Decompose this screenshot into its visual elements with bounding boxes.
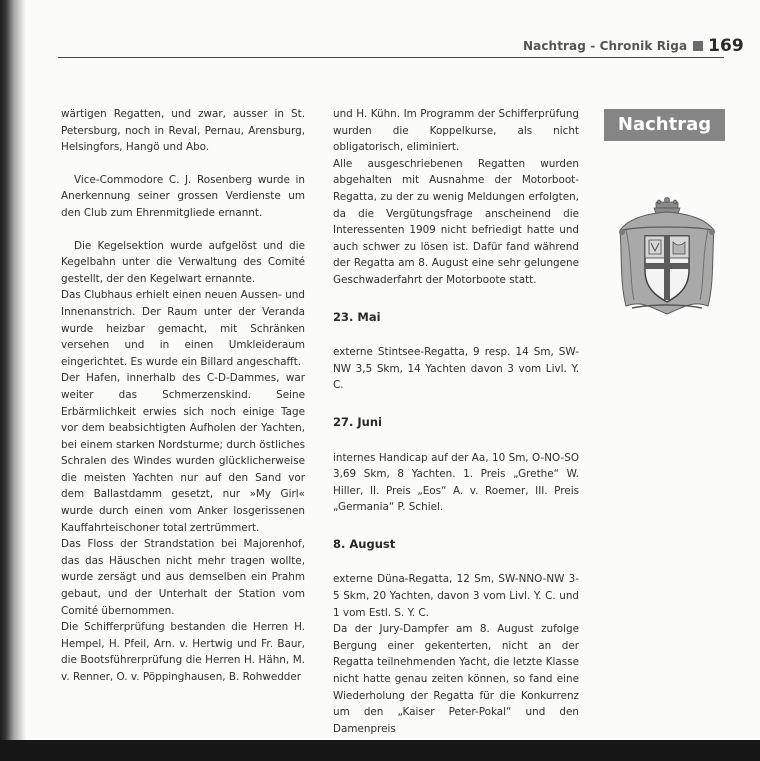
section-tag: Nachtrag: [604, 109, 725, 141]
paragraph: Die Kegelsektion wurde aufgelöst und die Kegelbahn unter die Verwaltung des Comité gestellt, der den Kegelwart ernannte.: [61, 239, 305, 285]
paragraph: externe Düna-Regatta, 12 Sm, SW-NNO-NW 3-5 Skm, 20 Yachten, davon 3 vom Livl. Y. C. und 1 vom Estl. S. Y. C.: [333, 573, 579, 619]
paragraph: wärtigen Regatten, und zwar, ausser in St. Petersburg, noch in Reval, Pernau, Arensburg, Helsingfors, Hangö und Abo.: [61, 108, 305, 154]
running-header: [523, 35, 744, 57]
paragraph: Die Schifferprüfung bestanden die Herren H. Hempel, H. Pfeil, Arn. v. Hertwig und Fr. Baur, die Bootsführerprüfung die Herren H. Hähn, M. v. Renner, O. v. Pöppinghausen, B. Rohwedder: [61, 621, 305, 683]
paragraph: Alle ausgeschriebenen Regatten wurden abgehalten mit Ausnahme der Motorboot-Regatta, zu der zu wenig Meldungen erfolgten, da die Vergütungsfrage anscheinend die Interessenten 1909 nicht befriedigt hatte und auch schwer zu lösen ist. Dafür fand während der Regatta am 8. August eine sehr gelungene Geschwaderfahrt der Motorboote statt.: [333, 157, 579, 286]
paragraph: internes Handicap auf der Aa, 10 Sm, O-NO-SO 3,69 Skm, 8 Yachten. 1. Preis „Grethe“ W. Hiller, II. Preis „Eos“ A. v. Roemer, III. Preis „Germania“ P. Schiel.: [333, 451, 579, 514]
paragraph: Da der Jury-Dampfer am 8. August zufolge Bergung einer gekenterten, nicht an der Regatta teilnehmenden Yacht, die letzte Klasse nicht hatte genau zeiten können, so fand eine Wiederholung der Regatta für die Konkurrenz um den „Kaiser Peter-Pokal“ und den Damenpreis: [333, 623, 579, 735]
paragraph: Das Clubhaus erhielt einen neuen Aussen- und Innenanstrich. Der Raum unter der Veranda wurde heizbar gemacht, mit Schränken versehen und in einen Umkleideraum eingerichtet. Es wurde ein Billard angeschafft.: [61, 289, 305, 368]
square-marker-icon: [693, 41, 703, 51]
paragraph: externe Stintsee-Regatta, 9 resp. 14 Sm, SW-NW 3,5 Skm, 14 Yachten davon 3 vom Livl. Y. C.: [333, 346, 579, 392]
left-text-column: [61, 106, 305, 686]
right-text-column: [333, 106, 579, 737]
paragraph: und H. Kühn. Im Programm der Schifferprüfung wurden die Koppelkurse, als nicht obligatorisch, eliminiert.: [333, 108, 579, 154]
paragraph: Vice-Commodore C. J. Rosenberg wurde in Anerkennung seiner grossen Verdienste um den Club zum Ehrenmitgliede ernannt.: [61, 173, 305, 219]
page-bottom-edge: [0, 740, 760, 761]
date-heading: 27. Juni: [333, 414, 382, 429]
paragraph: Der Hafen, innerhalb des C-D-Dammes, war weiter das Schmerzenskind. Seine Erbärmlichkeit erwies sich noch einige Tage vor dem beabsichtigten Aufholen der Yachten, bei einem starken Nordsturme; durch östliches Schralen des Windes wurden glücklicherweise die meisten Yachten nur auf den Sand vor dem Ballastdamm gesetzt, nur »My Girl« wurde durch einen vom Anker losgerissenen Kauffahrteischoner total zertrümmert.: [61, 372, 305, 534]
header-divider: [58, 57, 724, 58]
club-coat-of-arms-icon: [612, 196, 722, 318]
paragraph: Das Floss der Strandstation bei Majorenhof, das das Häuschen nicht mehr tragen wollte, wurde zersägt und aus demselben ein Prahm gebaut, und der Unterhalt der Station vom Comité übernommen.: [61, 538, 305, 617]
page-number: 169: [708, 36, 744, 56]
running-header-title: Nachtrag - Chronik Riga: [523, 39, 688, 53]
book-binding-shadow: [0, 0, 26, 740]
date-heading: 8. August: [333, 536, 396, 551]
date-heading: 23. Mai: [333, 309, 381, 324]
